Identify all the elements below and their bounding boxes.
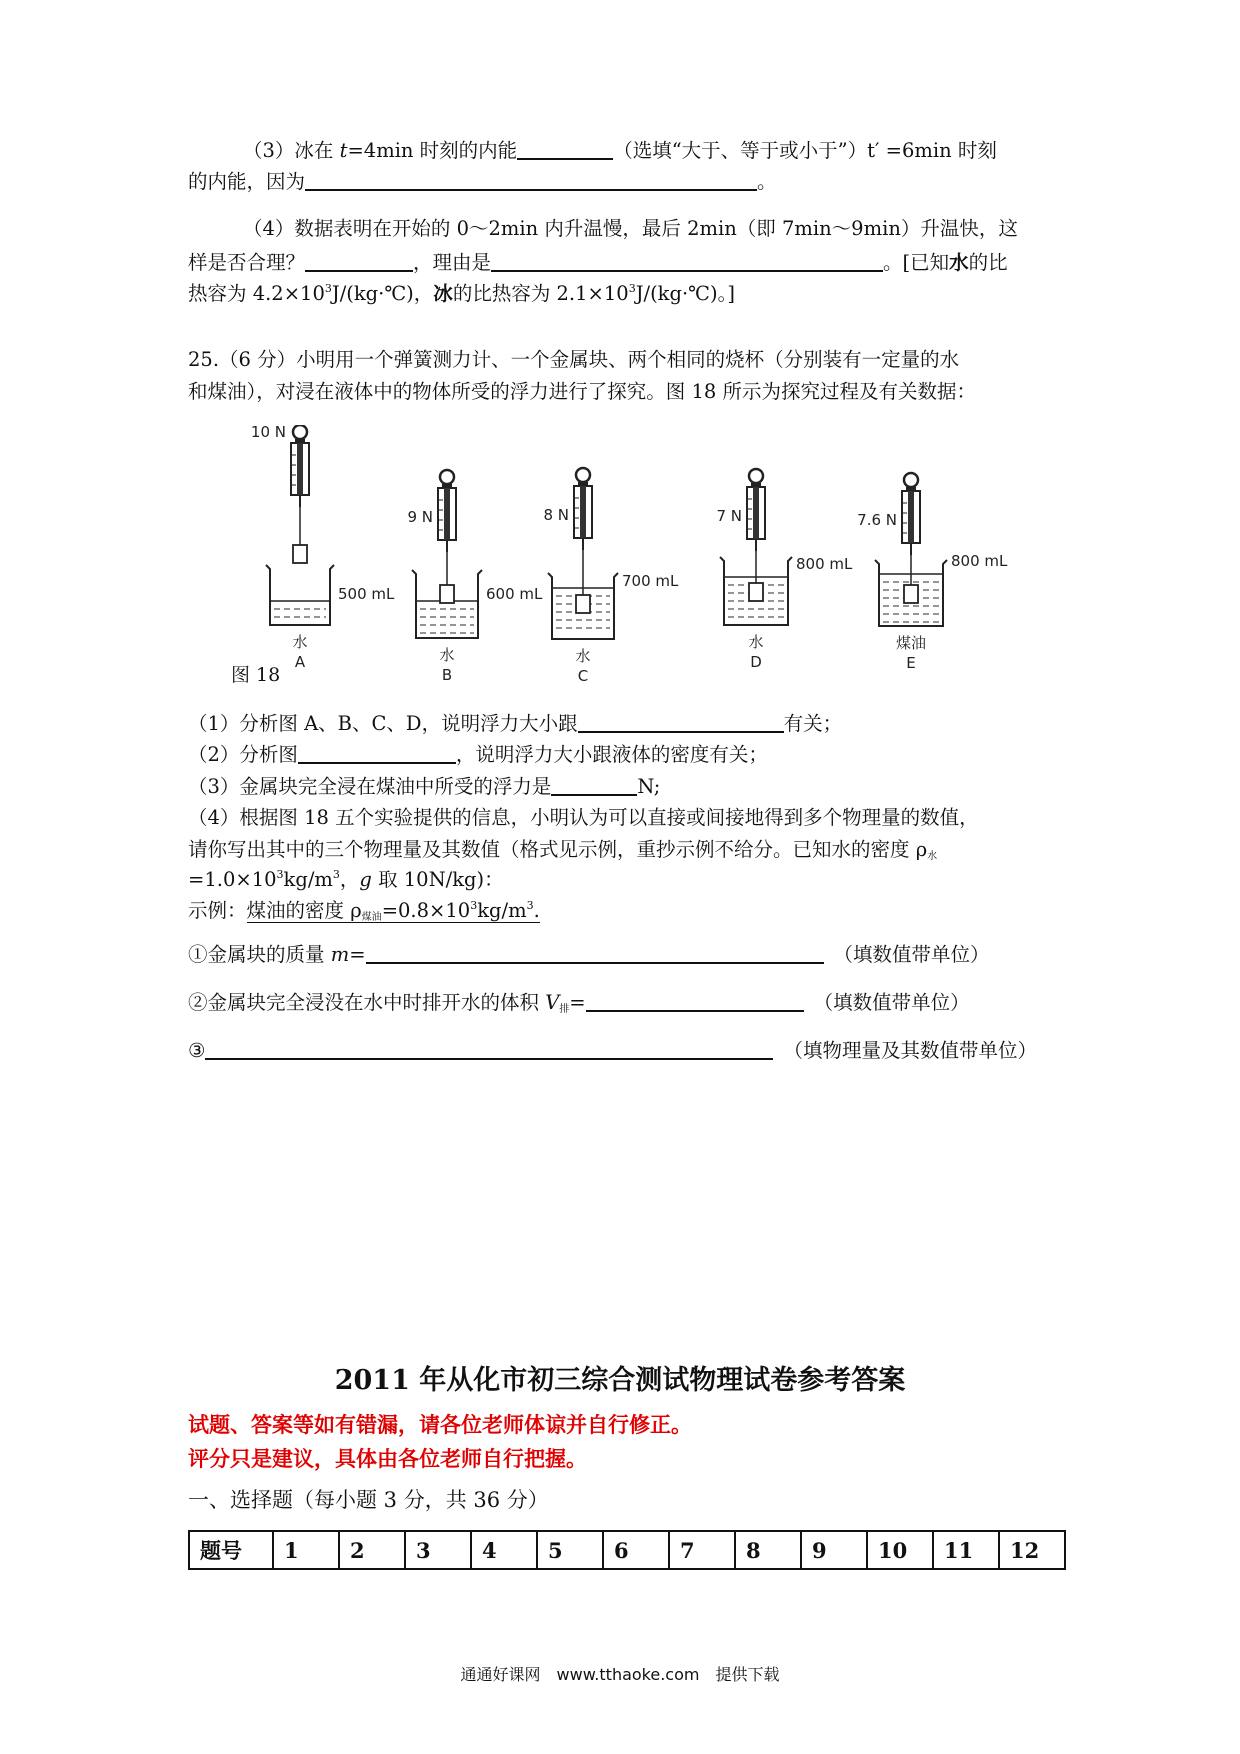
liquid-label: 煤油 [895, 634, 927, 652]
setup-E [857, 473, 1008, 672]
table-header-cell: 1 [273, 1531, 339, 1569]
footer: 通通好课网 www.tthaoke.com 提供下载 [460, 1665, 780, 1684]
table-header-cell: 12 [999, 1531, 1065, 1569]
metal-block [904, 585, 918, 603]
table-header-cell: 3 [405, 1531, 471, 1569]
answer-blank[interactable] [205, 1040, 773, 1060]
answer-table [188, 1530, 1066, 1570]
table-header-cell: 10 [867, 1531, 933, 1569]
q25-intro-line1: 25.（6 分）小明用一个弹簧测力计、一个金属块、两个相同的烧杯（分别装有一定量的水 [188, 348, 960, 371]
q24-part4-line3: 热容为 $4.2\times 10^3J/(kg\cdot℃)$，冰的比热容为 $2.1\times 10^3J/(kg\cdot℃)$。] [188, 282, 735, 305]
answer-blank[interactable] [491, 252, 883, 272]
q24-part3-line1: （3）冰在 t=4min 时刻的内能 （选填“大于、等于或小于”）t′ =6min 时刻 [243, 139, 997, 162]
spring-scale-icon [747, 469, 765, 551]
q25-fill3: ③ （填物理量及其数值带单位） [188, 1039, 1037, 1062]
answer-blank[interactable] [578, 713, 784, 733]
table-header-cell: 4 [471, 1531, 537, 1569]
volume-reading: 700 mL [622, 572, 679, 590]
volume-reading: 800 mL [796, 555, 853, 573]
setup-letter: B [441, 666, 453, 684]
q25-part4-line1: （4）根据图 18 五个实验提供的信息，小明认为可以直接或间接地得到多个物理量的数值， [188, 806, 979, 829]
answer-blank[interactable] [305, 252, 413, 272]
figure-caption: 图 18 [231, 664, 281, 686]
table-header-cell: 2 [339, 1531, 405, 1569]
volume-reading: 600 mL [486, 585, 543, 603]
spring-scale-icon [902, 473, 920, 555]
spring-scale-icon [438, 470, 456, 552]
table-header-cell: 9 [801, 1531, 867, 1569]
setup-letter: E [906, 654, 916, 672]
q25-intro-line2: 和煤油），对浸在液体中的物体所受的浮力进行了探究。图 18 所示为探究过程及有关数据： [188, 380, 976, 403]
answer-blank[interactable] [586, 992, 804, 1012]
answer-blank[interactable] [366, 944, 824, 964]
force-reading: 9 N [407, 508, 433, 526]
spring-scale-icon [291, 425, 309, 507]
table-header-cell: 8 [735, 1531, 801, 1569]
q25-part1: （1）分析图 A、B、C、D，说明浮力大小跟 有关； [188, 712, 843, 735]
q25-part3: （3）金属块完全浸在煤油中所受的浮力是 N; [188, 775, 661, 798]
section-heading: 一、选择题（每小题 3 分，共 36 分） [188, 1488, 549, 1512]
table-header-cell: 5 [537, 1531, 603, 1569]
answer-note-2: 评分只是建议，具体由各位老师自行把握。 [188, 1446, 587, 1471]
spring-scale-icon [574, 468, 592, 550]
setup-D [716, 469, 853, 671]
answer-blank[interactable] [298, 744, 456, 764]
table-header-cell: 题号 [189, 1531, 273, 1569]
figure-18 [200, 425, 1060, 685]
beaker-icon [266, 565, 334, 625]
liquid-label: 水 [292, 633, 308, 651]
metal-block [440, 585, 454, 603]
force-reading: 7 N [716, 507, 742, 525]
setup-letter: C [577, 667, 589, 685]
table-row [189, 1531, 1065, 1569]
answer-blank[interactable] [305, 171, 757, 191]
force-reading: 8 N [543, 506, 569, 524]
q24-part3-line2: 的内能，因为 。 [188, 170, 777, 193]
q25-fill1: ①金属块的质量 m= （填数值带单位） [188, 943, 990, 966]
metal-block [749, 583, 763, 601]
liquid-label: 水 [575, 647, 591, 665]
setup-C [543, 468, 679, 685]
metal-block [576, 595, 590, 613]
answer-key-title: 2011 年从化市初三综合测试物理试卷参考答案 [334, 1365, 906, 1396]
setup-A [251, 425, 395, 671]
metal-block [293, 545, 307, 563]
volume-reading: 800 mL [951, 552, 1008, 570]
setup-letter: D [750, 653, 762, 671]
liquid-label: 水 [439, 646, 455, 664]
setup-B [407, 470, 543, 684]
volume-reading: 500 mL [338, 585, 395, 603]
liquid-label: 水 [748, 633, 764, 651]
table-header-cell: 7 [669, 1531, 735, 1569]
answer-note-1: 试题、答案等如有错漏，请各位老师体谅并自行修正。 [188, 1412, 692, 1437]
q24-part4-line1: （4）数据表明在开始的 0～2min 内升温慢，最后 2min（即 7min～9min）升温快，这 [243, 217, 1018, 240]
q25-fill2: ②金属块完全浸没在水中时排开水的体积 $V_排=$ （填数值带单位） [188, 991, 970, 1015]
answer-blank[interactable] [551, 776, 637, 796]
setup-letter: A [294, 653, 306, 671]
table-header-cell: 11 [933, 1531, 999, 1569]
q25-part4-line2: 请你写出其中的三个物理量及其数值（格式见示例，重抄示例不给分。已知水的密度 $\rho_水$ [188, 838, 938, 862]
table-header-cell: 6 [603, 1531, 669, 1569]
answer-blank[interactable] [517, 140, 613, 160]
force-reading: 10 N [250, 425, 286, 441]
q24-part4-line2: 样是否合理？ ，理由是 。[已知水的比 [188, 251, 1008, 274]
q25-part2: （2）分析图 ，说明浮力大小跟液体的密度有关； [188, 743, 768, 766]
q25-part4-line3: $=1.0\times 10^3kg/m^3$，g 取 10N/kg)： [188, 868, 504, 891]
force-reading: 7.6 N [857, 511, 897, 529]
q25-example: 示例：煤油的密度 $\rho_{煤油}=0.8\times 10^3kg/m^3$. [188, 899, 540, 923]
